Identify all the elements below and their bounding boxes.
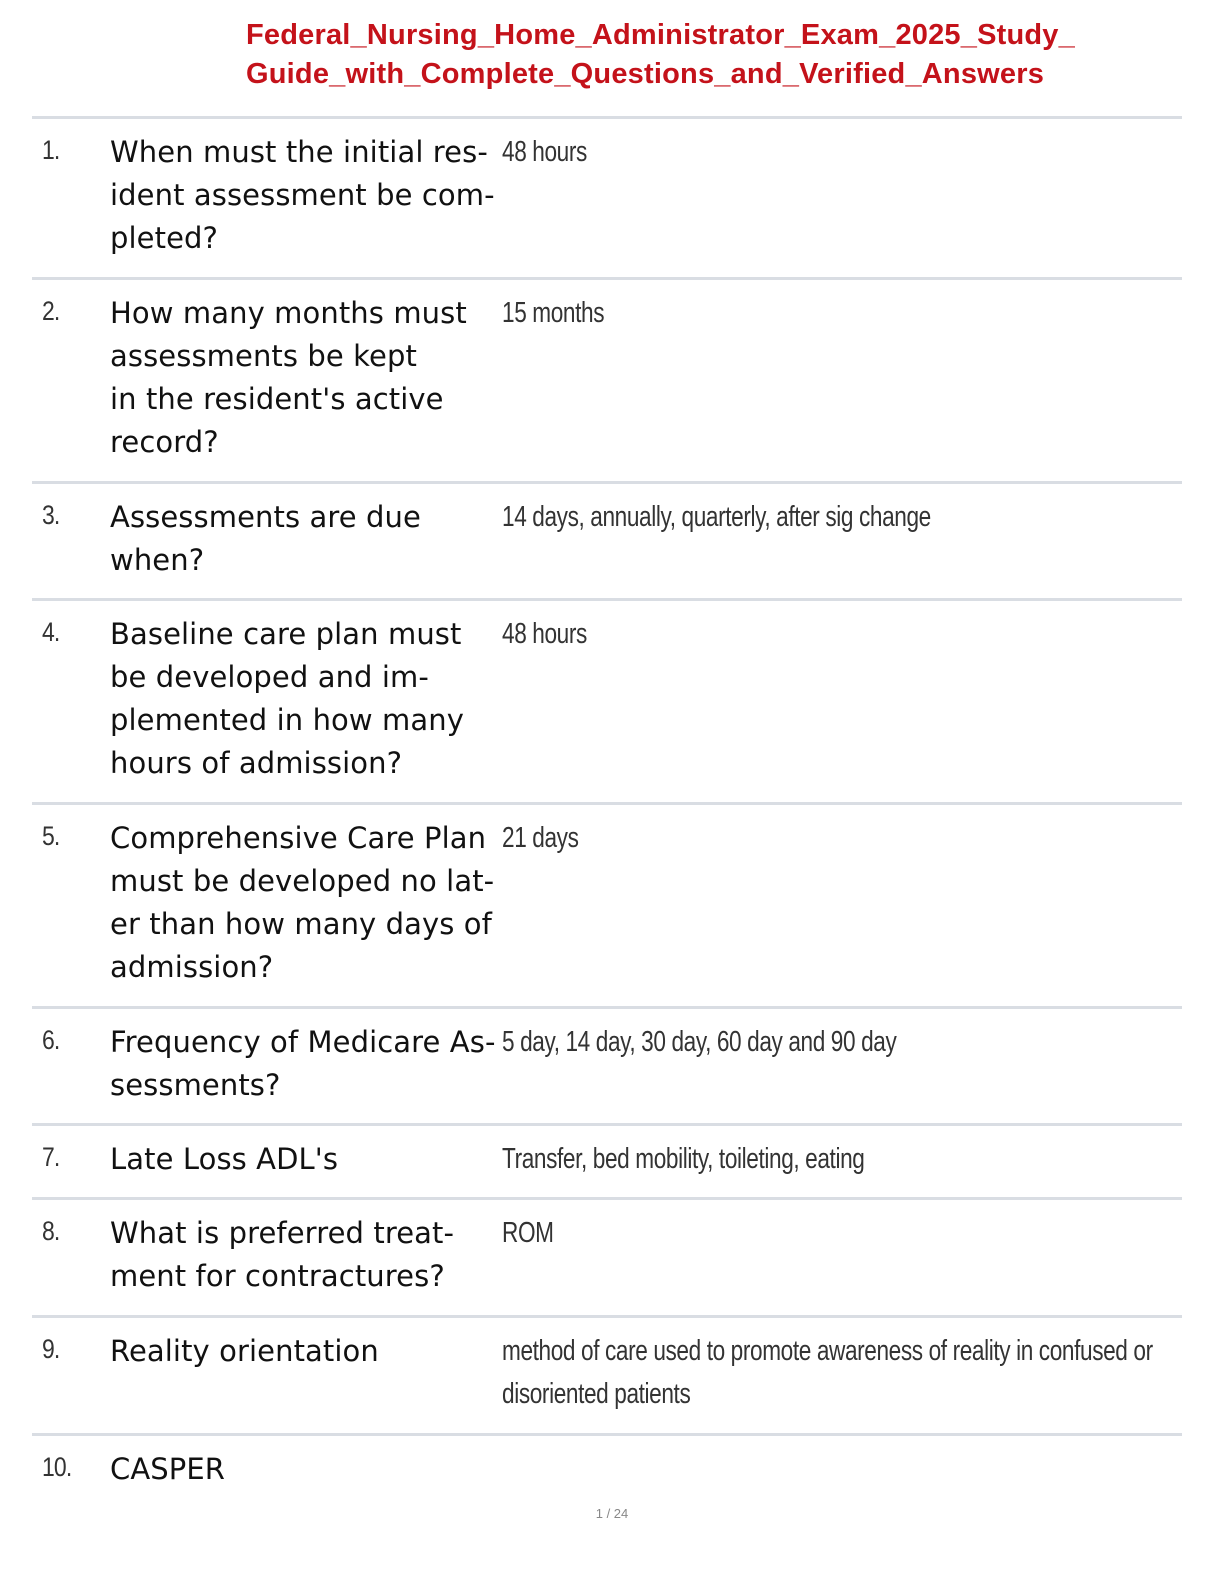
question-text: CASPER [110,1452,226,1486]
question-text: Late Loss ADL's [110,1142,339,1176]
qa-row [32,1197,1182,1315]
question-number: 1. [42,135,60,165]
qa-row [32,1006,1182,1123]
question-line: Baseline care plan must [110,617,462,651]
question-text [110,1212,500,1298]
question-line: assessments be kept [110,339,417,373]
question-number: 9. [42,1334,60,1364]
question-text [110,131,500,260]
answer-text: 48 hours [502,136,587,168]
question-line: admission? [110,950,274,984]
answer-text: 21 days [502,822,579,854]
question-line: Frequency of Medicare As- [110,1025,496,1059]
question-number: 10. [42,1452,72,1482]
answer-text: 48 hours [502,618,587,650]
question-number: 3. [42,500,60,530]
question-line: record? [110,425,219,459]
question-line: ident assessment be com- [110,178,495,212]
question-text: Reality orientation [110,1334,379,1368]
answer-text: Transfer, bed mobility, toileting, eating [502,1143,865,1175]
question-text [110,496,500,582]
question-line: When must the initial res- [110,135,488,169]
question-line: er than how many days of [110,907,492,941]
question-line: sessments? [110,1068,281,1102]
question-text [110,817,500,989]
question-number: 6. [42,1025,60,1055]
qa-row [32,1433,1182,1503]
page-number: 1 / 24 [595,1506,629,1521]
qa-row [32,481,1182,598]
question-line: Comprehensive Care Plan [110,821,487,855]
question-line: when? [110,543,205,577]
question-line: in the resident's active [110,382,444,416]
qa-row [32,598,1182,802]
question-text [110,613,500,785]
qa-row [32,802,1182,1006]
qa-row [32,116,1182,277]
title-line-1: Federal_Nursing_Home_Administrator_Exam_2025_Study_ [246,19,1075,51]
qa-row [32,277,1182,481]
title-line-2: Guide_with_Complete_Questions_and_Verified_Answers [246,58,1045,90]
question-line: plemented in how many [110,703,464,737]
question-line: What is preferred treat- [110,1216,455,1250]
document-title [246,16,1146,94]
qa-list [32,116,1182,1503]
qa-row [32,1315,1182,1433]
question-text [110,292,500,464]
question-number: 8. [42,1216,60,1246]
qa-row [32,1123,1182,1197]
question-number: 2. [42,296,60,326]
answer-text: 15 months [502,297,605,329]
question-line: How many months must [110,296,467,330]
question-line: be developed and im- [110,660,429,694]
question-line: ment for contractures? [110,1259,445,1293]
question-line: hours of admission? [110,746,403,780]
question-number: 5. [42,821,60,851]
question-line: pleted? [110,221,219,255]
answer-text: 5 day, 14 day, 30 day, 60 day and 90 day [502,1026,897,1058]
answer-text: 14 days, annually, quarterly, after sig change [502,501,931,533]
question-number: 4. [42,617,60,647]
question-line: Assessments are due [110,500,421,534]
question-line: must be developed no lat- [110,864,495,898]
answer-text: ROM [502,1217,554,1249]
answer-text: method of care used to promote awareness of reality in confused or disoriented patients [502,1335,1153,1410]
question-text [110,1021,500,1107]
question-number: 7. [42,1142,60,1172]
